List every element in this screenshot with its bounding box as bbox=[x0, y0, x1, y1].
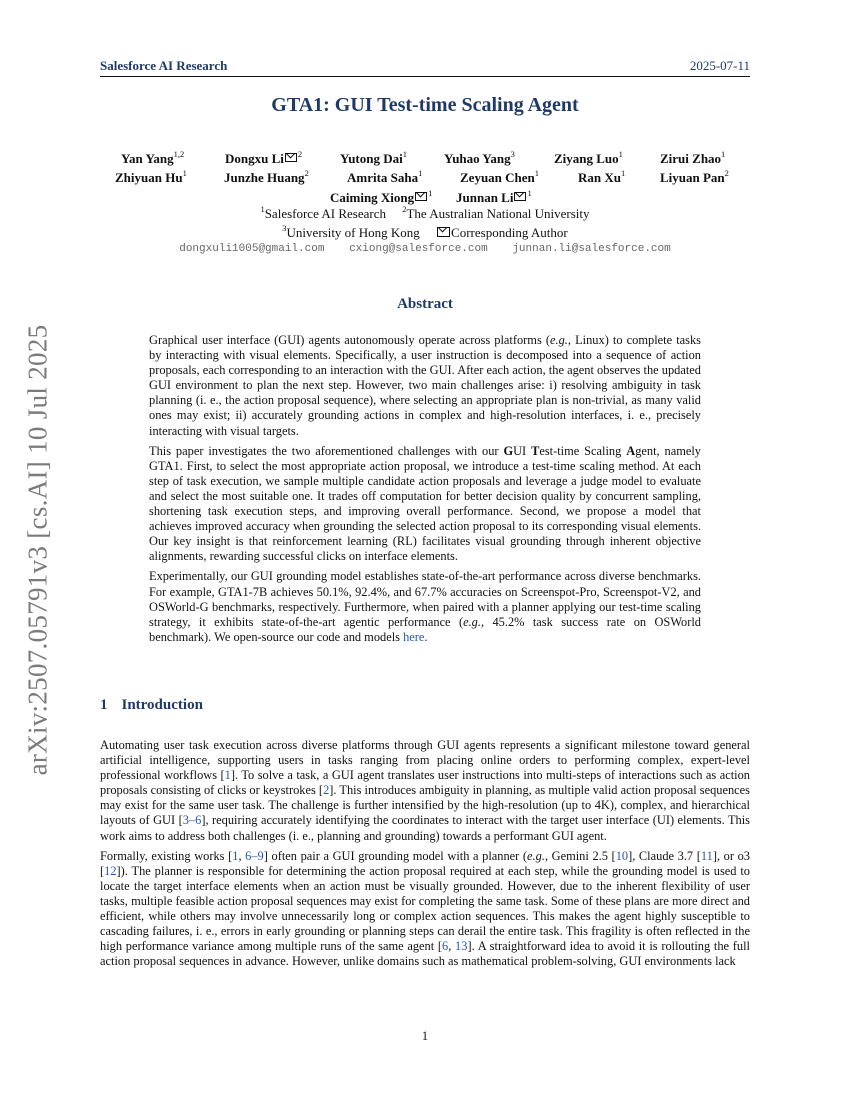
citation-link[interactable]: 3–6 bbox=[182, 813, 202, 828]
citation-link[interactable]: 11 bbox=[700, 848, 713, 863]
citation-link[interactable]: 10 bbox=[615, 848, 629, 863]
intro-paragraph: Formally, existing works [1, 6–9] often pair a GUI grounding model with a planner (e.g., Gemini 2.5 [10], Claude 3.7 [11], or o3 [12]). The planner is responsible for determining the action proposal required at each step, while the grounding model is used to locate the target interface elements when an action must be visually grounded. However, due to the inherent flexibility of user tasks, multiple feasible action proposal sequences may exist for completing the same task. Some of these plans are more direct and efficient, while others may involve unnecessarily long or complex action sequences. This makes the agent highly susceptible to cascading failures, i. e., errors in early grounding or planning steps can derail the entire task. This fragility is often reflected in the high performance variance among multiple runs of the same agent [6, 13]. A straightforward idea to avoid it is rollouting the full action proposal sequences in advance. However, unlike domains such as mathematical problem-solving, GUI environments lack bbox=[100, 848, 750, 969]
abstract-paragraph: Graphical user interface (GUI) agents autonomously operate across platforms (e.g., Linux) to complete tasks by interacting with visual elements. Specifically, a user instruction is decomposed into a sequence of action proposals, each corresponding to an interaction with the GUI. After each action, the agent observes the updated GUI environment to plan the next step. However, two main challenges arise: i) resolving ambiguity in task planning (i. e., the action proposal sequence), where selecting an appropriate plan is non-trivial, as many valid ones may exist; ii) accurately grounding actions in complex and high-resolution interfaces, i. e., precisely interacting with visual targets. bbox=[149, 333, 701, 438]
author-ziyang-luo: Ziyang Luo$^1$ bbox=[554, 149, 623, 166]
author-emails bbox=[100, 243, 750, 255]
introduction-body bbox=[100, 738, 750, 974]
author-zeyuan-chen: Zeyuan Chen$^1$ bbox=[460, 168, 540, 185]
author-yan-yang: Yan Yang$^{1,2}$ bbox=[121, 149, 185, 166]
author-yuhao-yang: Yuhao Yang$^3$ bbox=[444, 149, 515, 166]
citation-link[interactable]: 6–9 bbox=[245, 848, 264, 863]
page-header bbox=[100, 58, 750, 77]
author-yutong-dai: Yutong Dai$^1$ bbox=[340, 149, 407, 166]
paper-title: GTA1: GUI Test-time Scaling Agent bbox=[271, 94, 579, 116]
email[interactable]: dongxuli1005@gmail.com bbox=[179, 243, 325, 255]
citation-link[interactable]: 2 bbox=[323, 783, 330, 798]
code-link[interactable]: here bbox=[403, 629, 425, 644]
author-junnan-li: Junnan Li $^1$ bbox=[456, 188, 532, 205]
author-zirui-zhao: Zirui Zhao$^1$ bbox=[660, 149, 726, 166]
abstract-paragraph: Experimentally, our GUI grounding model establishes state-of-the-art performance across diverse benchmarks. For example, GTA1-7B achieves 50.1%, 92.4%, and 67.7% accuracies on Screenspot-Pro, Screenspot-V2, and OSWorld-G benchmarks, respectively. Furthermore, when paired with a planner applying our test-time scaling strategy, it exhibits state-of-the-art agentic performance (e.g., 45.2% task success rate on OSWorld benchmark). We open-source our code and models here. bbox=[149, 569, 701, 644]
envelope-icon bbox=[437, 227, 450, 237]
citation-link[interactable]: 1 bbox=[232, 848, 239, 863]
author-junzhe-huang: Junzhe Huang$^2$ bbox=[224, 168, 309, 185]
header-organization: Salesforce AI Research bbox=[100, 58, 228, 73]
envelope-icon bbox=[514, 192, 526, 201]
email[interactable]: junnan.li@salesforce.com bbox=[512, 243, 671, 255]
abstract-paragraph: This paper investigates the two aforementioned challenges with our GUI Test-time Scaling Agent, namely GTA1. First, to select the most appropriate action proposal, we introduce a test-time scaling method. At each step of task execution, we sample multiple candidate action proposals and leverage a judge model to evaluate and select the most suitable one. It trades off computation for better decision quality by concurrent sampling, shortening task execution steps, and improving overall performance. Second, we propose a model that achieves improved accuracy when grounding the selected action proposal to its corresponding visual elements. Our key insight is that reinforcement learning (RL) facilitates visual grounding through inherent objective alignments, rewarding successful clicks on interface elements. bbox=[149, 443, 701, 564]
header-date: 2025-07-11 bbox=[689, 58, 750, 73]
email[interactable]: cxiong@salesforce.com bbox=[349, 243, 488, 255]
citation-link[interactable]: 6 bbox=[442, 939, 449, 954]
envelope-icon bbox=[285, 153, 297, 162]
citation-link[interactable]: 1 bbox=[224, 768, 231, 783]
author-amrita-saha: Amrita Saha$^1$ bbox=[347, 168, 423, 185]
citation-link[interactable]: 12 bbox=[104, 863, 117, 878]
envelope-icon bbox=[415, 192, 427, 201]
abstract-body bbox=[149, 333, 701, 650]
author-zhiyuan-hu: Zhiyuan Hu$^1$ bbox=[115, 168, 187, 185]
author-caiming-xiong: Caiming Xiong $^1$ bbox=[330, 188, 433, 205]
affiliations-line-1: $^1$Salesforce AI Research $^2$The Australian National University bbox=[260, 204, 590, 221]
author-liyuan-pan: Liyuan Pan$^2$ bbox=[660, 168, 729, 185]
author-ran-xu: Ran Xu$^1$ bbox=[578, 168, 626, 185]
citation-link[interactable]: 13 bbox=[455, 939, 468, 954]
arxiv-stamp: arXiv:2507.05791v3 [cs.AI] 10 Jul 2025 bbox=[22, 324, 53, 776]
section-heading-introduction: 1 Introduction bbox=[100, 697, 203, 713]
abstract-title: Abstract bbox=[397, 296, 453, 312]
affiliations-line-2: $^3$University of Hong Kong Corresponding Author bbox=[282, 223, 568, 240]
author-dongxu-li: Dongxu Li $^2$ bbox=[225, 149, 303, 166]
page-number: 1 bbox=[421, 1029, 429, 1043]
intro-paragraph: Automating user task execution across diverse platforms through GUI agents represents a significant milestone toward general artificial intelligence, supporting users in tasks ranging from placing online orders to performing complex, expert-level professional workflows [1]. To solve a task, a GUI agent translates user instructions into multi-steps of interactions such as action proposals consisting of clicks or keystrokes [2]. This introduces ambiguity in planning, as multiple valid action proposal sequences may exist for the same user task. The challenge is further intensified by the high-resolution (up to 4K), complex, and hierarchical layouts of GUI [3–6], requiring accurately identifying the coordinates to interact with the target user interface (UI) elements. This work aims to address both challenges (i. e., planning and grounding) towards a performant GUI agent. bbox=[100, 738, 751, 843]
